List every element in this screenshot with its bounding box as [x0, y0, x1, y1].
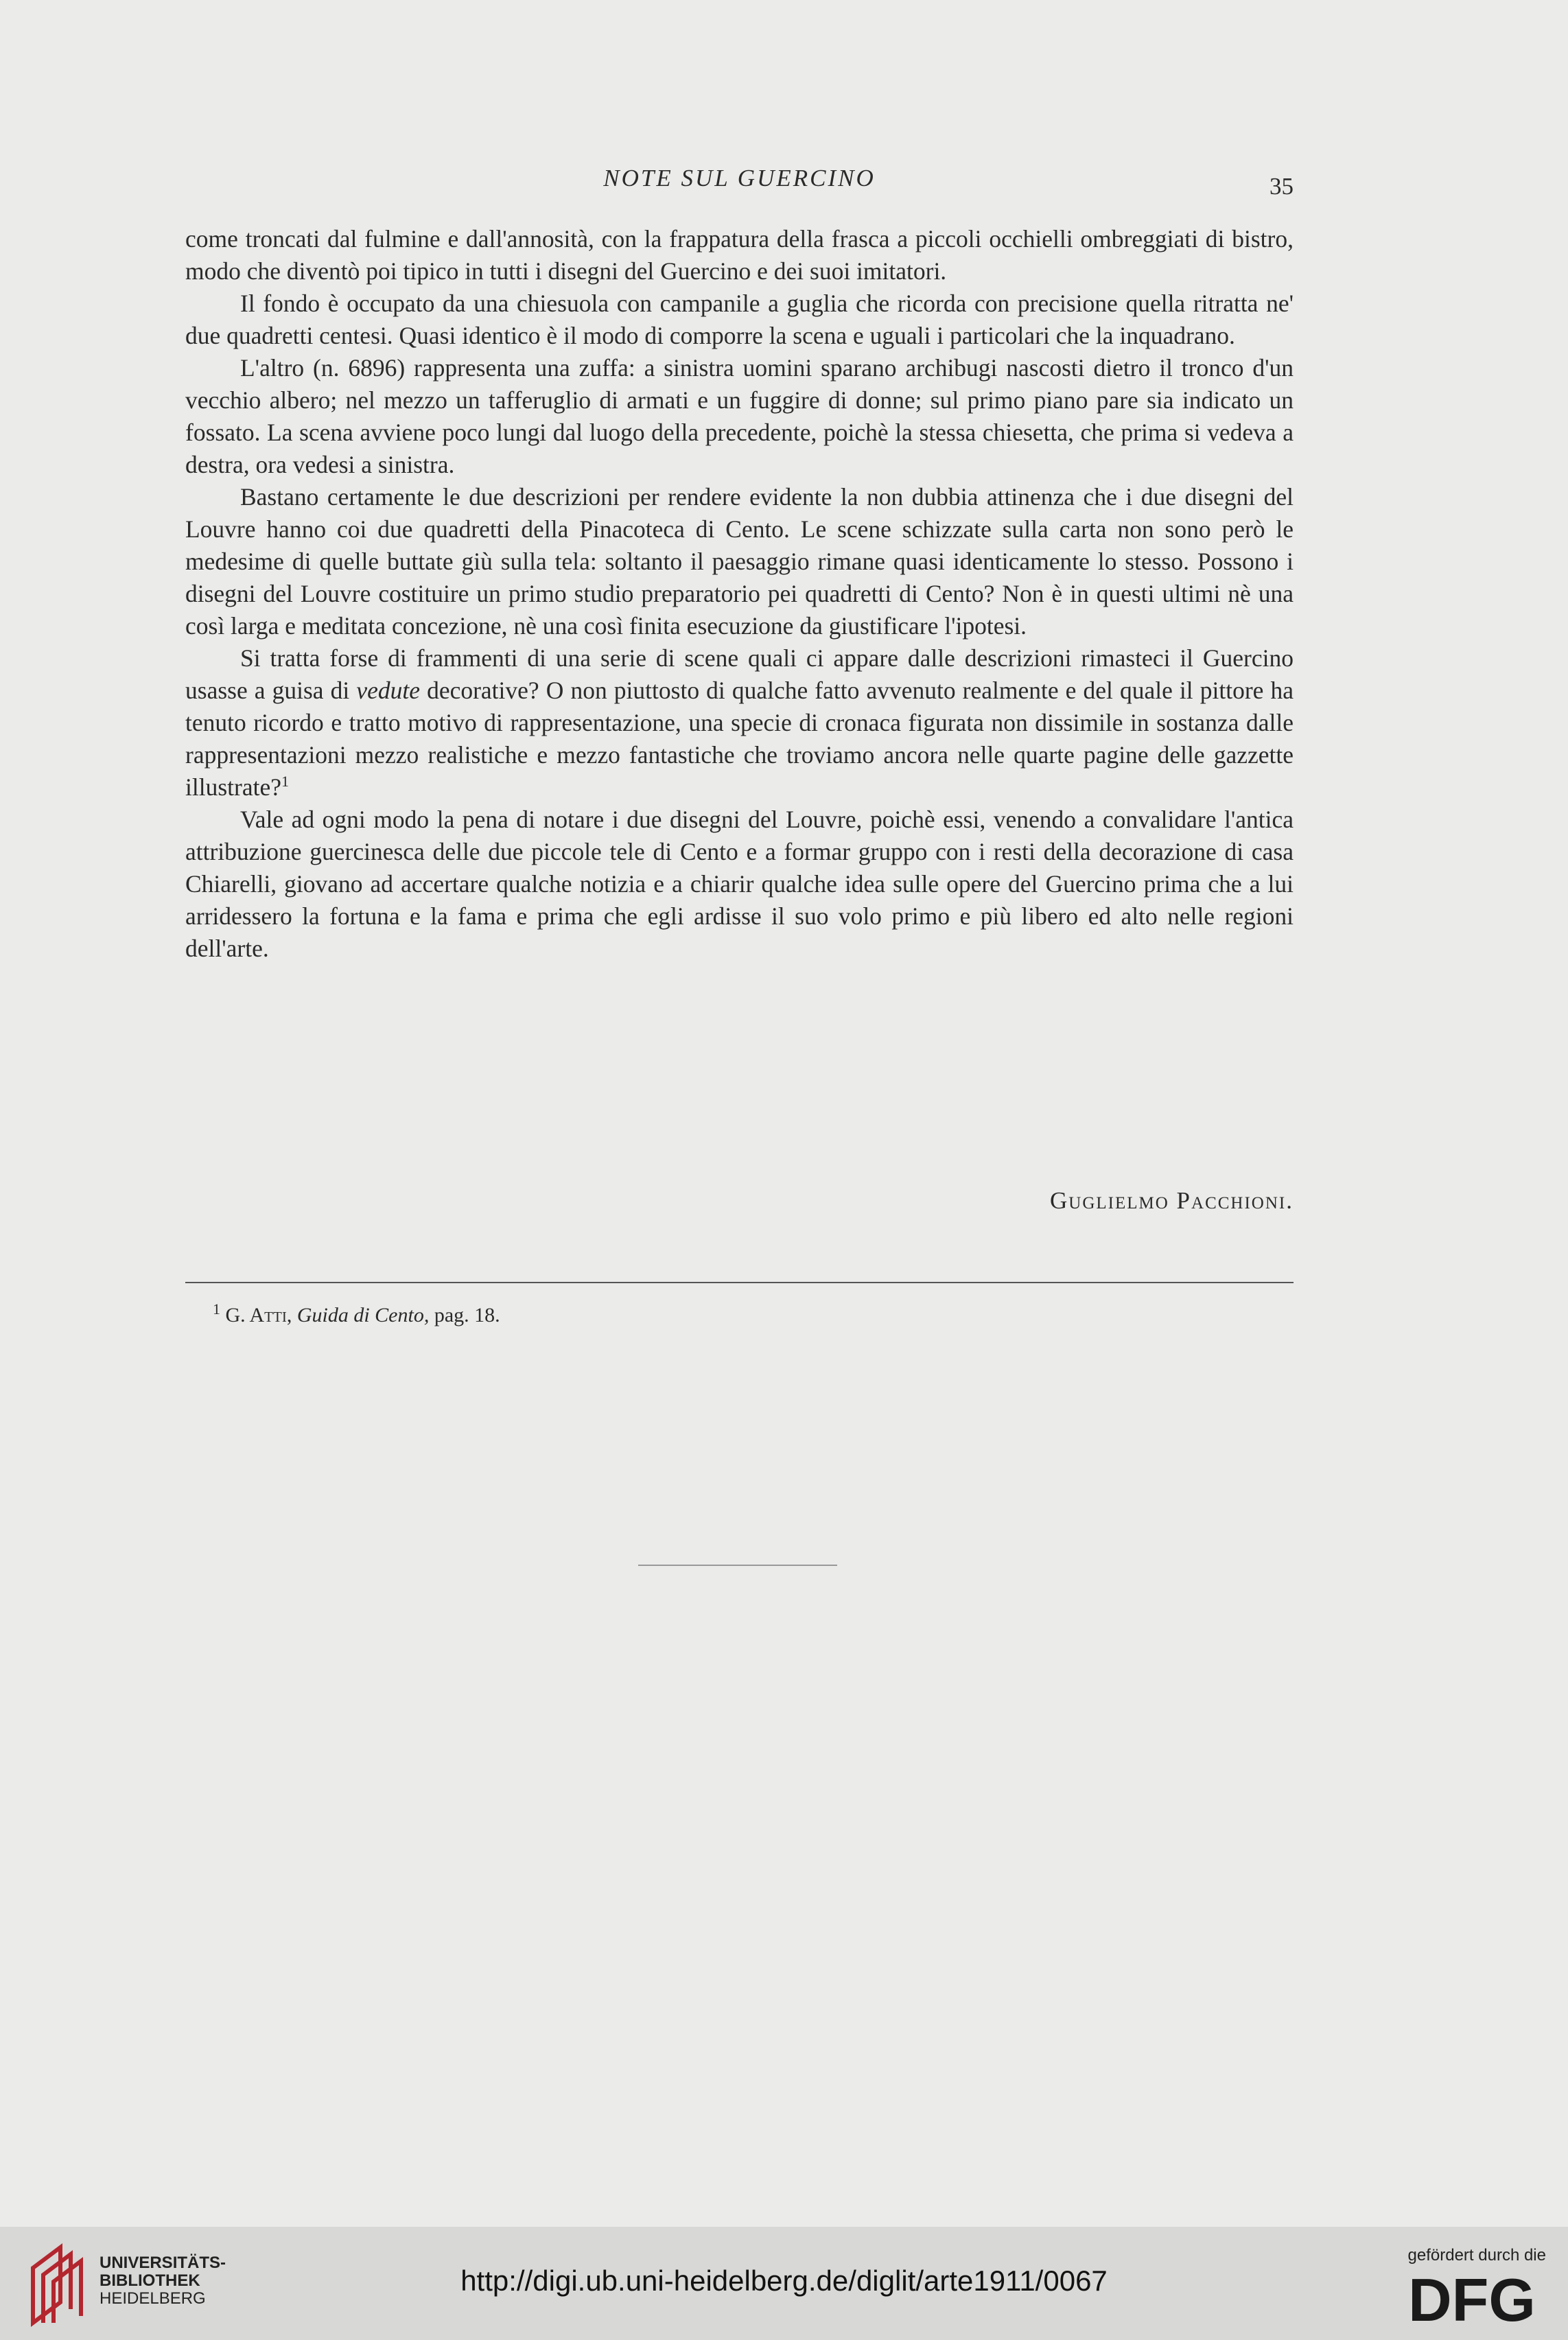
dfg-label: gefördert durch die: [1407, 2246, 1546, 2265]
footnote-rest: pag. 18.: [434, 1304, 500, 1326]
running-title: NOTE SUL GUERCINO: [603, 165, 876, 191]
permalink-url[interactable]: http://digi.ub.uni-heidelberg.de/diglit/arte1911/0067: [460, 2265, 1108, 2297]
footnote-number: 1: [213, 1300, 220, 1318]
paragraph-5-italic: vedute: [356, 677, 420, 704]
library-line-1: UNIVERSITÄTS-: [100, 2254, 226, 2272]
paragraph-5: [185, 642, 1294, 804]
paragraph-3: L'altro (n. 6896) rappresenta una zuffa: a sinistra uomini sparano archibugi nascosti dietro il tronco d'un vecchio albero; nel mezzo un tafferuglio di armati e un fuggire di donne; sul primo piano pare sia indicato un fossato. La scena avviene poco lungi dal luogo della precedente, poichè la stessa chiesetta, che prima si vedeva a destra, ora vedesi a sinistra.: [185, 354, 1294, 478]
library-line-2: BIBLIOTHEK: [100, 2271, 200, 2290]
paragraph-6: Vale ad ogni modo la pena di notare i due disegni del Louvre, poichè essi, venendo a convalidare l'antica attribuzione guercinesca delle due piccole tele di Cento e a formar gruppo con i resti della decorazione di casa Chiarelli, giovano ad accertare qualche notizia e a chiarir qualche idea sulle opere del Guercino prima che a lui arridessero la fortuna e la fama e prima che egli ardisse il suo volo primo e più libero ed alto nelle regioni dell'arte.: [185, 806, 1294, 962]
footnote-ref[interactable]: 1: [281, 773, 289, 791]
footnote-title: Guida di Cento,: [296, 1304, 430, 1326]
paragraph-4: Bastano certamente le due descrizioni per rendere evidente la non dubbia attinenza che i due disegni del Louvre hanno coi due quadretti della Pinacoteca di Cento. Le scene schizzate sulla carta non sono però le medesime di quelle buttate giù sulla tela: soltanto il paesaggio rimane quasi identicamente lo stesso. Possono i disegni del Louvre costituire un primo studio preparatorio pei quadretti di Cento? Non è in questi ultimi nè una così larga e meditata concezione, nè una così finita esecuzione da giustificare l'ipotesi.: [185, 483, 1294, 640]
footnote: [213, 1300, 500, 1327]
author-signature: Guglielmo Pacchioni.: [1050, 1187, 1294, 1214]
dfg-logo-text: DFG: [1408, 2271, 1536, 2326]
library-line-3: HEIDELBERG: [100, 2289, 206, 2308]
dfg-logo-icon[interactable]: [1396, 2271, 1547, 2326]
end-rule: [638, 1565, 837, 1566]
paragraph-1: come troncati dal fulmine e dall'annosità, con la frappatura della frasca a piccoli occhielli ombreggiati di bistro, modo che diventò poi tipico in tutti i disegni del Guercino e dei suoi imitatori.: [185, 225, 1294, 285]
page-number: 35: [1269, 173, 1294, 200]
paragraph-5-before: Si tratta forse di frammenti di una serie di scene quali ci appare dalle descrizioni rimasteci il Guercino usasse a guisa di: [185, 644, 1294, 704]
running-head: [185, 165, 1294, 206]
footnote-author: G. Atti,: [225, 1304, 292, 1326]
body-text: [185, 223, 1294, 965]
paragraph-2: Il fondo è occupato da una chiesuola con campanile a guglia che ricorda con precisione quella ritratta ne' due quadretti centesi. Quasi identico è il modo di comporre la scena e uguali i particolari che la inquadrano.: [185, 290, 1294, 349]
paragraph-5-after: decorative? O non piuttosto di qualche fatto avvenuto realmente e del quale il pittore ha tenuto ricordo e tratto motivo di rappresentazione, una specie di cronaca figurata non dissimile in sostanza dalle rappresentazioni mezzo realistiche e mezzo fantastiche che troviamo ancora nelle quarte pagine delle gazzette illustrate?: [185, 677, 1294, 801]
footer-bar: [0, 2227, 1568, 2340]
footnote-rule: [185, 1282, 1294, 1283]
